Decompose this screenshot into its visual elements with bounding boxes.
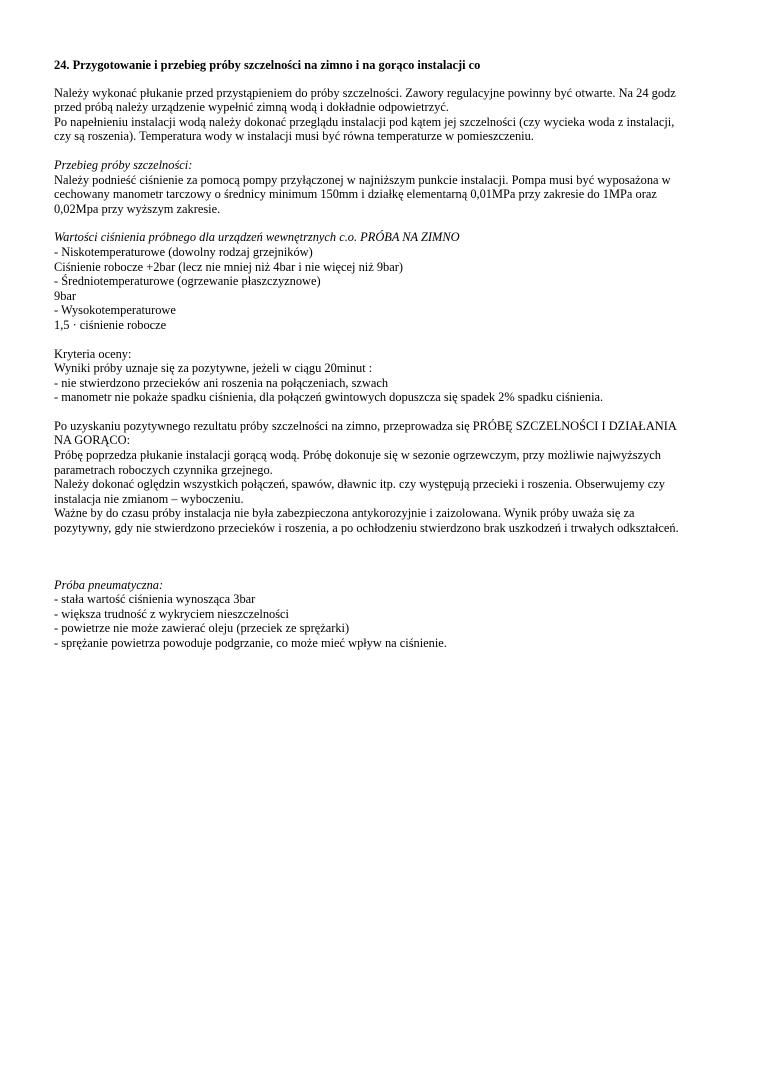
text-line: instalacja nie zmianom – wyboczeniu. — [54, 491, 244, 506]
subheading-pneumatic-test: Próba pneumatyczna: — [54, 577, 164, 592]
list-item: - sprężanie powietrza powoduje podgrzanie, co może mieć wpływ na ciśnienie. — [54, 636, 447, 650]
text-line: parametrach roboczych czynnika grzejnego. — [54, 462, 273, 477]
document-body — [54, 58, 706, 665]
text-line: Należy wykonać płukanie przed przystąpieniem do próby szczelności. Zawory regulacyjne powinny być otwarte. Na 24 godz — [54, 85, 676, 100]
paragraph-pressure-values — [54, 230, 706, 332]
spacer — [54, 550, 706, 578]
paragraph-criteria — [54, 347, 706, 405]
text-line: przed próbą należy urządzenie wypełnić zimną wodą i dokładnie odpowietrzyć. — [54, 100, 449, 115]
text-line: 9bar — [54, 288, 77, 303]
text-line: czy są roszenia). Temperatura wody w instalacji musi być równa temperaturze w pomieszczeniu. — [54, 129, 534, 144]
text-line: Ciśnienie robocze +2bar (lecz nie mniej niż 4bar i nie więcej niż 9bar) — [54, 259, 403, 274]
text-line: 0,02Mpa przy wyższym zakresie. — [54, 201, 221, 216]
text-line: Po uzyskaniu pozytywnego rezultatu próby szczelności na zimno, przeprowadza się PRÓBĘ SZCZELNOŚCI I DZIAŁANIA — [54, 418, 677, 433]
paragraph-test-procedure — [54, 158, 706, 216]
list-item: - nie stwierdzono przecieków ani roszenia na połączeniach, szwach — [54, 375, 389, 390]
paragraph-hot-test — [54, 419, 706, 536]
list-item: - stała wartość ciśnienia wynosząca 3bar — [54, 592, 256, 607]
text-line: Należy dokonać oględzin wszystkich połączeń, spawów, dławnic itp. czy występują przecieki i roszenia. Obserwujemy czy — [54, 477, 665, 492]
list-item: - Niskotemperaturowe (dowolny rodzaj grzejników) — [54, 244, 313, 259]
text-line: Wyniki próby uznaje się za pozytywne, jeżeli w ciągu 20minut : — [54, 361, 373, 376]
text-line: Należy podnieść ciśnienie za pomocą pompy przyłączonej w najniższym punkcie instalacji. Pompa musi być wyposażona w — [54, 172, 671, 187]
text-line: Po napełnieniu instalacji wodą należy dokonać przeglądu instalacji pod kątem jej szczelności (czy wycieka woda z instalacji, — [54, 114, 675, 129]
text-line: cechowany manometr tarczowy o średnicy minimum 150mm i działkę elementarną 0,01MPa przy zakresie do 1MPa oraz — [54, 187, 657, 202]
list-item: - manometr nie pokaże spadku ciśnienia, dla połączeń gwintowych dopuszcza się spadek 2% spadku ciśnienia. — [54, 390, 604, 405]
text-line: NA GORĄCO: — [54, 433, 131, 448]
text-line: Ważne by do czasu próby instalacja nie była zabezpieczona antykorozyjnie i zaizolowana. Wynik próby uważa się za — [54, 506, 635, 521]
list-item: - Średniotemperaturowe (ogrzewanie płaszczyznowe) — [54, 274, 321, 289]
list-item: - Wysokotemperaturowe — [54, 303, 176, 318]
list-item: - powietrze nie może zawierać oleju (przeciek ze sprężarki) — [54, 621, 350, 636]
text-line: Kryteria oceny: — [54, 346, 132, 361]
subheading-pressure-values: Wartości ciśnienia próbnego dla urządzeń wewnętrznych c.o. PRÓBA NA ZIMNO — [54, 230, 460, 245]
text-line: pozytywny, gdy nie stwierdzono przecieków i roszenia, a po ochłodzeniu stwierdzono brak uszkodzeń i trwałych odkształceń. — [54, 521, 679, 536]
list-item: - większa trudność z wykryciem nieszczelności — [54, 606, 289, 621]
paragraph-pneumatic-test — [54, 578, 706, 651]
text-line: Próbę poprzedza płukanie instalacji gorącą wodą. Próbę dokonuje się w sezonie ogrzewczym, przy możliwie najwyższych — [54, 448, 661, 463]
section-heading: 24. Przygotowanie i przebieg próby szczelności na zimno i na gorąco instalacji co — [54, 58, 481, 72]
paragraph-preparation — [54, 86, 706, 144]
text-line: 1,5 · ciśnienie robocze — [54, 317, 167, 332]
subheading-test-procedure: Przebieg próby szczelności: — [54, 157, 193, 172]
